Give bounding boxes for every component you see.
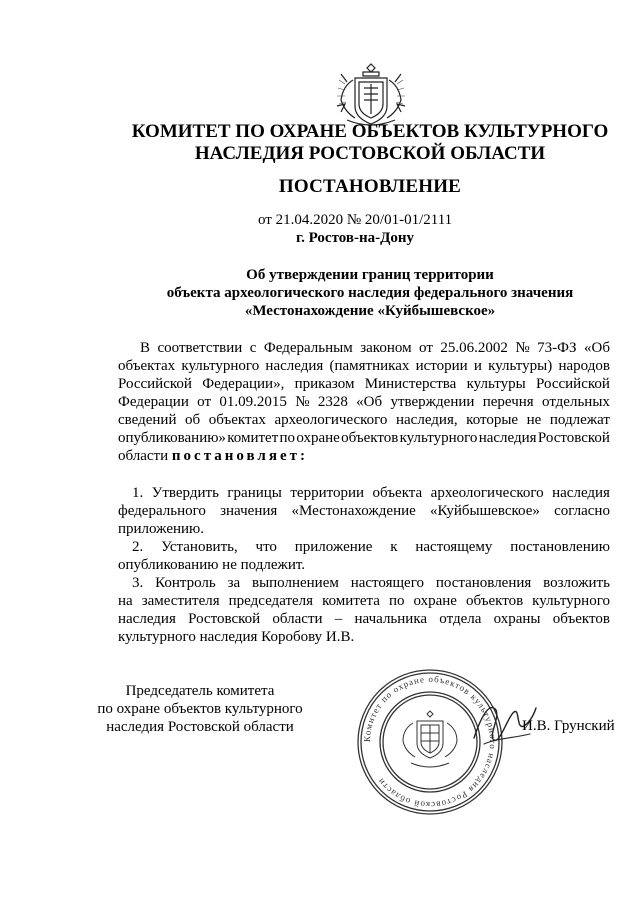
word: на xyxy=(118,593,133,609)
word: объектах xyxy=(118,358,176,374)
word: которые xyxy=(466,412,519,428)
item-1-line xyxy=(118,502,610,520)
preamble-line xyxy=(118,357,610,375)
item-3-line xyxy=(132,574,610,592)
item-2-line xyxy=(132,538,610,556)
preamble-tail-text: области xyxy=(118,448,172,464)
item-1-line xyxy=(132,484,610,502)
word: Федерации», xyxy=(202,376,285,392)
word: не xyxy=(526,412,542,428)
word: законом xyxy=(360,340,412,356)
word: Российской xyxy=(536,376,610,392)
word: территории xyxy=(290,485,365,501)
preamble-line xyxy=(118,375,610,393)
word: (памятниках xyxy=(329,358,410,374)
word: культуры xyxy=(466,376,526,392)
word: возложить xyxy=(543,575,610,591)
word: по xyxy=(388,593,405,609)
preamble-line xyxy=(118,411,610,429)
word: комитета xyxy=(322,593,380,609)
word: к xyxy=(390,539,398,555)
word: председателя xyxy=(228,593,314,609)
committee-name-line1: КОМИТЕТ ПО ОХРАНЕ ОБЪЕКТОВ КУЛЬТУРНОГО xyxy=(131,121,609,142)
item-1-line: приложению. xyxy=(118,521,205,537)
word: утверждении xyxy=(390,394,475,410)
signatory-name: И.В. Грунский xyxy=(522,718,615,734)
item-2-line: опубликованию не подлежит. xyxy=(118,557,306,573)
document-date-number: от 21.04.2020 № 20/01-01/2111 xyxy=(258,212,453,228)
word: наследия xyxy=(478,430,537,446)
preamble-line xyxy=(118,393,610,411)
word: «Куйбышевское» xyxy=(430,503,540,519)
word: – xyxy=(334,611,343,627)
word: наследия xyxy=(552,485,610,501)
word: заместителя xyxy=(141,593,220,609)
subject-line2: объекта археологического наследия федерального значения xyxy=(166,285,574,301)
word: границы xyxy=(227,485,282,501)
word: сведений xyxy=(118,412,177,428)
word: объектов xyxy=(552,611,610,627)
word: В xyxy=(140,340,151,356)
word: культуры) xyxy=(488,358,553,374)
signatory-title-line1: Председатель комитета xyxy=(125,683,275,699)
signatory-title-line2: по охране объектов культурного xyxy=(97,701,303,717)
word: подлежат xyxy=(549,412,610,428)
word: Ростовской xyxy=(188,611,261,627)
word: культурного xyxy=(181,358,260,374)
word: начальника xyxy=(354,611,428,627)
word: «Местонахождение xyxy=(291,503,416,519)
word: истории xyxy=(415,358,468,374)
stamp-ring-text: Комитет по охране объектов культурного наследия Ростовской области xyxy=(361,673,499,811)
word: 25.06.2002 xyxy=(440,340,508,356)
word: от xyxy=(419,340,433,356)
word: от xyxy=(197,394,212,410)
word: Федерации xyxy=(118,394,189,410)
word: отдельных xyxy=(542,394,610,410)
word: за xyxy=(227,575,241,591)
item-3-line xyxy=(118,592,610,610)
word: об xyxy=(185,412,201,428)
signatory-title-line3: наследия Ростовской области xyxy=(106,719,294,735)
subject-line1: Об утверждении границ территории xyxy=(246,267,494,283)
word: Федеральным xyxy=(263,340,353,356)
word: согласно xyxy=(554,503,610,519)
word: 01.09.2015 xyxy=(219,394,287,410)
word: Министерства xyxy=(364,376,457,392)
word: «Об xyxy=(356,394,383,410)
word: приказом xyxy=(294,376,355,392)
word: № xyxy=(515,340,530,356)
word: наследия xyxy=(118,611,176,627)
word: опубликованию» xyxy=(118,430,226,446)
word: 1. xyxy=(132,485,144,501)
word: что xyxy=(255,539,277,555)
word: по xyxy=(279,430,296,446)
word: объектов xyxy=(465,593,524,609)
document-type-title: ПОСТАНОВЛЕНИЕ xyxy=(278,176,462,197)
word: Утвердить xyxy=(151,485,219,501)
word: настоящему xyxy=(415,539,493,555)
word: археологического xyxy=(274,412,388,428)
word: перечня xyxy=(482,394,534,410)
word: № xyxy=(295,394,310,410)
word: охране xyxy=(296,430,340,446)
word: с xyxy=(249,340,257,356)
word: 2328 xyxy=(317,394,348,410)
word: комитет xyxy=(227,430,279,446)
word: объектах xyxy=(208,412,266,428)
word: Ростовской xyxy=(537,430,610,446)
word: Установить, xyxy=(161,539,238,555)
word: значения xyxy=(220,503,278,519)
word: объектов xyxy=(341,430,399,446)
word: постановлению xyxy=(510,539,610,555)
word: объекта xyxy=(372,485,423,501)
word: соответствии xyxy=(157,340,243,356)
resolves-keyword: постановляет: xyxy=(171,448,308,464)
word: «Об xyxy=(584,340,610,356)
word: археологического xyxy=(430,485,544,501)
word: народов xyxy=(558,358,610,374)
word: культурного xyxy=(399,430,478,446)
word: и xyxy=(473,358,482,374)
item-3-line xyxy=(118,610,610,628)
word: постановления xyxy=(435,575,532,591)
committee-name-line2: НАСЛЕДИЯ РОСТОВСКОЙ ОБЛАСТИ xyxy=(194,143,546,164)
preamble-line xyxy=(118,429,610,447)
word: федерального xyxy=(118,503,206,519)
coat-of-arms-emblem xyxy=(333,62,409,128)
word: области xyxy=(272,611,323,627)
word: наследия, xyxy=(396,412,458,428)
word: наследия xyxy=(265,358,324,374)
word: приложение xyxy=(294,539,373,555)
item-3-line: культурного наследия Коробову И.В. xyxy=(118,629,355,645)
word: Контроль xyxy=(155,575,216,591)
word: 3. xyxy=(132,575,144,591)
word: настоящего xyxy=(350,575,424,591)
word: выполнением xyxy=(251,575,339,591)
word: охраны xyxy=(493,611,541,627)
document-city: г. Ростов-на-Дону xyxy=(296,230,415,246)
word: отдела xyxy=(439,611,482,627)
preamble-line xyxy=(140,339,610,357)
word: 73-ФЗ xyxy=(537,340,577,356)
word: культурного xyxy=(532,593,610,609)
word: 2. xyxy=(132,539,144,555)
subject-line3: «Местонахождение «Куйбышевское» xyxy=(244,303,496,319)
word: Российской xyxy=(118,376,192,392)
preamble-line xyxy=(118,447,610,465)
word: охране xyxy=(413,593,457,609)
